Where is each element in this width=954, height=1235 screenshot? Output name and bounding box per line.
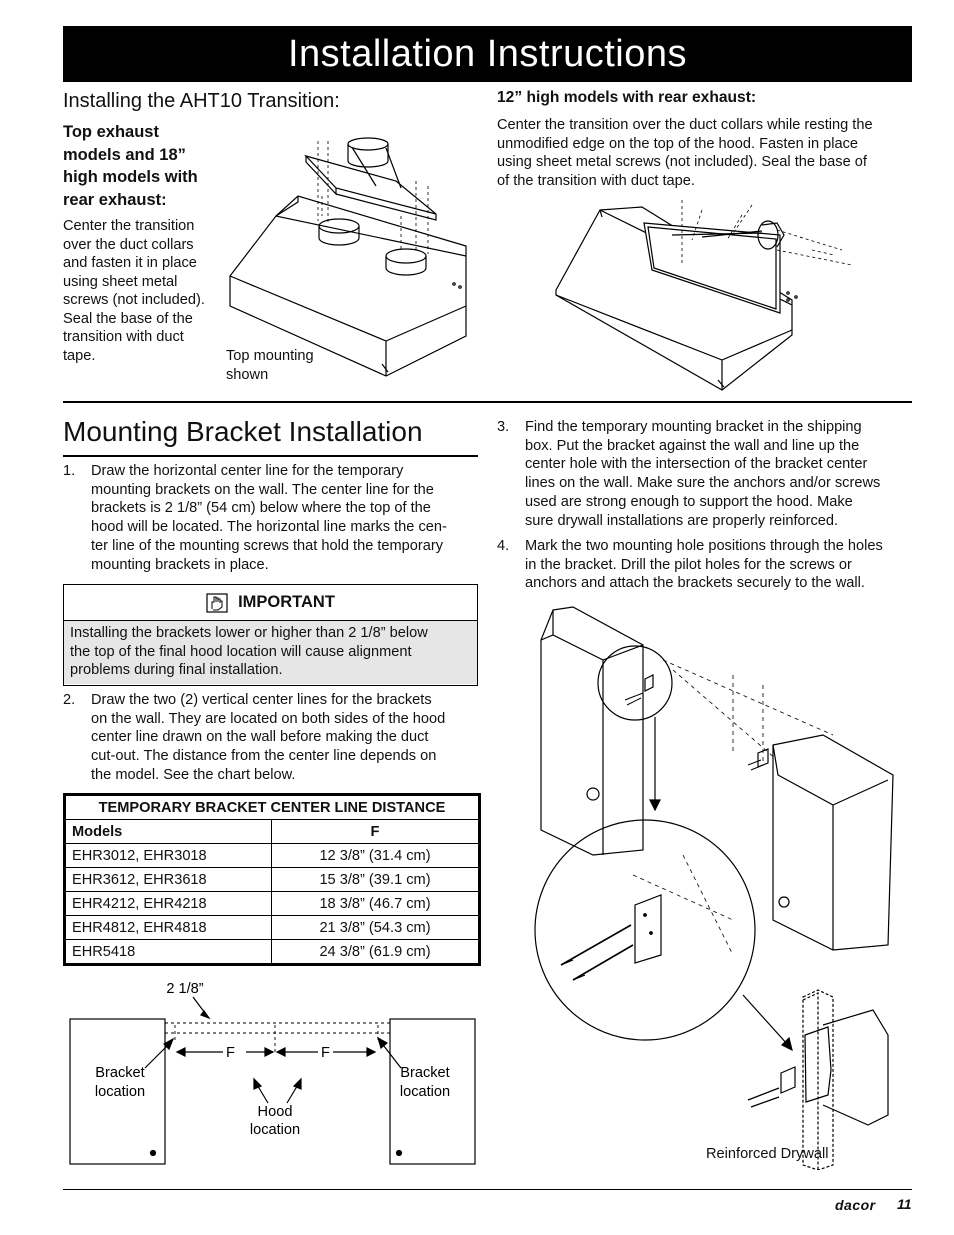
hand-icon xyxy=(206,593,228,613)
important-body: Installing the brackets lower or higher than 2 1/8” below the top of the final hood location will cause alignment problems during final installation. xyxy=(64,621,477,684)
table-row: EHR5418 24 3/8” (61.9 cm) xyxy=(66,940,479,964)
heading-underline xyxy=(63,455,478,457)
table-row: EHR3012, EHR3018 12 3/8” (31.4 cm) xyxy=(66,844,479,868)
bracket-location-diagram xyxy=(63,975,483,1175)
bracket-left-label-1: Bracket xyxy=(95,1065,145,1081)
table-row: EHR4212, EHR4218 18 3/8” (46.7 cm) xyxy=(66,892,479,916)
top-exhaust-heading: Top exhaust models and 18” high models with rear exhaust: xyxy=(63,123,198,209)
section-divider xyxy=(63,401,912,403)
col-models: Models xyxy=(66,820,272,844)
page-number: 11 xyxy=(897,1196,912,1212)
rear-exhaust-heading: 12” high models with rear exhaust: xyxy=(497,89,757,106)
drywall-caption: Reinforced Drywall xyxy=(706,1146,829,1162)
table-row: EHR3612, EHR3618 15 3/8” (39.1 cm) xyxy=(66,868,479,892)
bracket-right-label-1: Bracket xyxy=(400,1065,450,1081)
step-2: 2. Draw the two (2) vertical center lines for the brackets on the wall. They are located on both sides of the hood center line drawn on the wall before making the duct cut-out. The distance from the center line depends on the model. See the chart below. xyxy=(63,692,446,783)
step-4: 4. Mark the two mounting hole positions through the holes in the bracket. Drill the pilot holes for the screws or anchors and attach the brackets securely to the wall. xyxy=(497,538,883,592)
rear-exhaust-body: Center the transition over the duct collars while resting the unmodified edge on the top of the hood. Fasten in place using sheet metal screws (not included). Seal the base of of the transition with duct tape. xyxy=(497,117,873,189)
hood-label-2: location xyxy=(249,1122,301,1138)
table-title: TEMPORARY BRACKET CENTER LINE DISTANCE xyxy=(66,796,479,820)
bracket-mounting-illustration xyxy=(533,605,905,1170)
f-right-label: F xyxy=(321,1045,330,1061)
bracket-right-label-2: location xyxy=(399,1084,451,1100)
f-left-label: F xyxy=(226,1045,235,1061)
bracket-heading: Mounting Bracket Installation xyxy=(63,416,423,447)
bracket-left-label-2: location xyxy=(94,1084,146,1100)
top-exhaust-body: Center the transition over the duct collars and fasten it in place using sheet metal screws (not included). Seal the base of the transition with duct tape. xyxy=(63,218,205,364)
step-3: 3. Find the temporary mounting bracket in the shipping box. Put the bracket against the wall and line up the center hole with the intersection of the bracket center lines on the wall. Make sure the anchors and/or screws used are strong enough to support the hood. Make sure drywall installations are properly reinforced. xyxy=(497,419,881,529)
hood-label-1: Hood xyxy=(257,1104,293,1120)
top-mount-caption: Top mounting shown xyxy=(226,348,314,383)
important-notice xyxy=(63,584,478,686)
rear-exhaust-transition-figure xyxy=(552,195,864,395)
important-header xyxy=(64,585,477,621)
dim-label: 2 1/8” xyxy=(166,981,204,997)
step-1: 1. Draw the horizontal center line for the temporary mounting brackets on the wall. The center line for the brackets is 2 1/8” (54 cm) below where the top of the hood will be located. The horizontal line marks the cen- ter line of the mounting screws that hold the temporary mounting brackets in place. xyxy=(63,463,447,573)
aht10-heading: Installing the AHT10 Transition: xyxy=(63,90,340,112)
table-row: EHR4812, EHR4818 21 3/8” (54.3 cm) xyxy=(66,916,479,940)
col-f: F xyxy=(272,820,479,844)
important-title: IMPORTANT xyxy=(238,593,335,611)
page-title: Installation Instructions xyxy=(63,26,912,82)
dacor-logo: dacor xyxy=(835,1197,876,1213)
footer-rule xyxy=(63,1189,912,1190)
bracket-distance-table xyxy=(63,793,481,966)
